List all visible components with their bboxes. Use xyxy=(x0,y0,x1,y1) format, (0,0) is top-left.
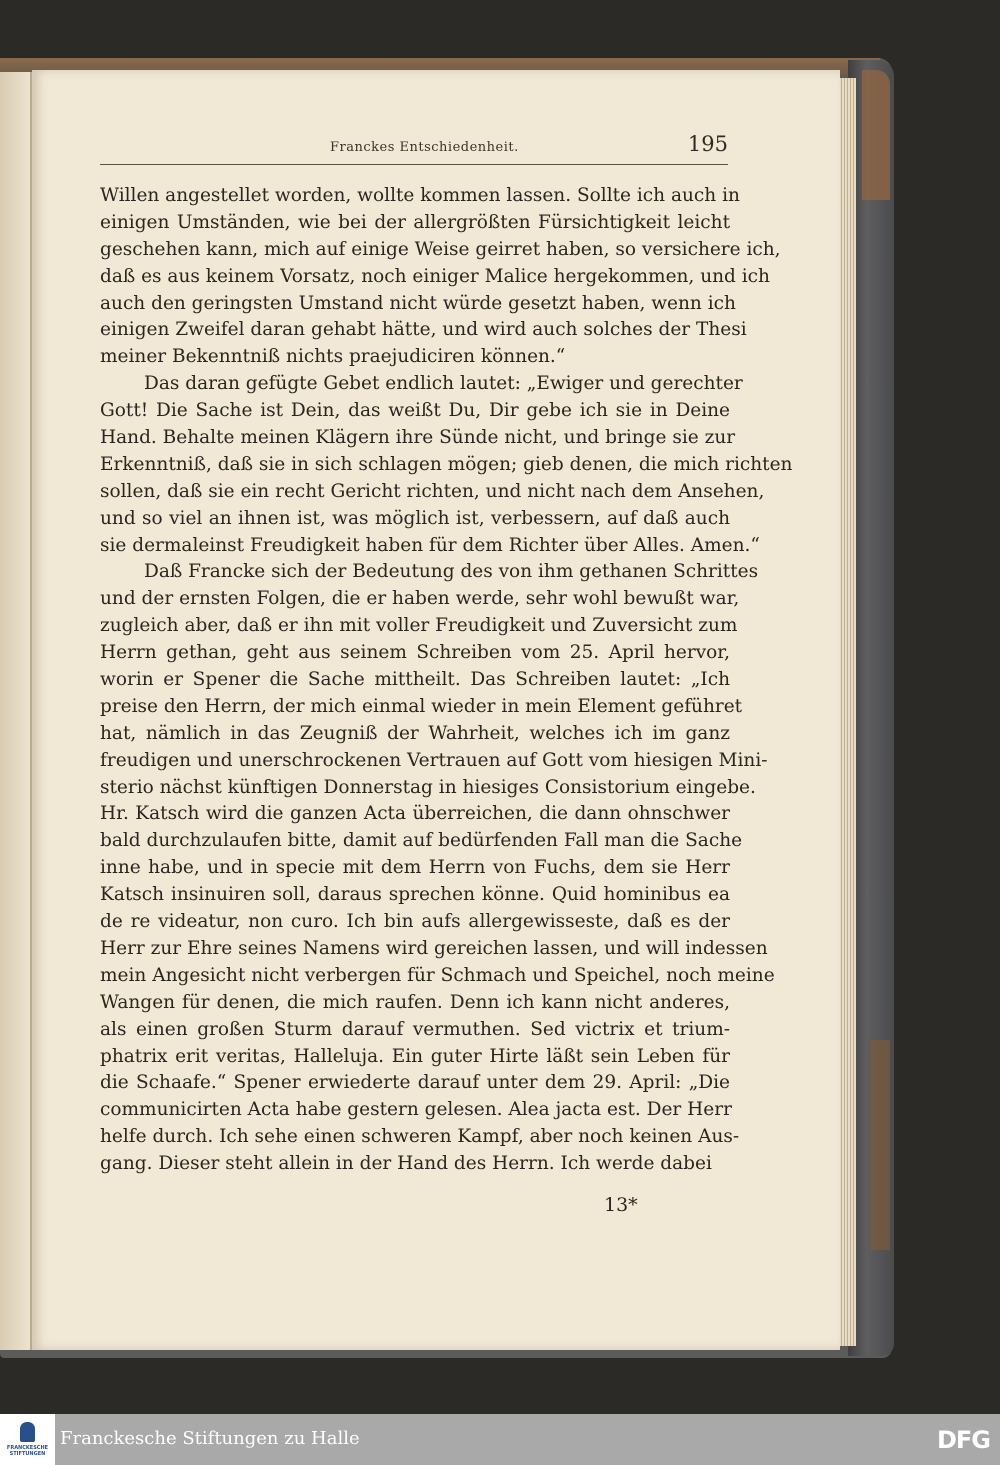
page-header xyxy=(100,132,728,165)
cover-wear-mark xyxy=(870,1040,890,1250)
text-line: helfe durch. Ich sehe einen schweren Kampf, aber noch keinen Aus- xyxy=(100,1126,740,1148)
institution-name: Franckesche Stiftungen zu Halle xyxy=(60,1428,360,1449)
institution-logo xyxy=(0,1414,55,1465)
text-line: Hand. Behalte meinen Klägern ihre Sünde nicht, und bringe sie zur xyxy=(100,427,736,449)
text-line: freudigen und unerschrockenen Vertrauen auf Gott vom hiesigen Mini- xyxy=(100,749,768,771)
logo-emblem-icon xyxy=(20,1422,35,1442)
text-line: Herrn gethan, geht aus seinem Schreiben vom 25. April hervor, xyxy=(100,642,730,664)
text-line: als einen großen Sturm darauf vermuthen. Sed victrix et trium- xyxy=(100,1018,730,1040)
logo-caption: FRANCKESCHE STIFTUNGEN xyxy=(6,1445,49,1457)
text-line: meiner Bekenntniß nichts praejudiciren können.“ xyxy=(100,346,566,368)
text-line: Katsch insinuiren soll, daraus sprechen könne. Quid hominibus ea xyxy=(100,884,730,906)
text-line: einigen Zweifel daran gehabt hätte, und wird auch solches der Thesi xyxy=(100,319,747,341)
text-line: sollen, daß sie ein recht Gericht richten, und nicht nach dem Ansehen, xyxy=(100,480,765,502)
text-line: sie dermaleinst Freudigkeit haben für dem Richter über Alles. Amen.“ xyxy=(100,534,760,556)
text-line: communicirten Acta habe gestern gelesen. Alea jacta est. Der Herr xyxy=(100,1099,732,1121)
text-line: Herr zur Ehre seines Namens wird gereichen lassen, und will indessen xyxy=(100,937,768,959)
cover-wear-mark xyxy=(862,70,890,200)
signature-mark: 13* xyxy=(604,1194,638,1216)
text-line: zugleich aber, daß er ihn mit voller Freudigkeit und Zuversicht zum xyxy=(100,615,738,637)
text-line: inne habe, und in specie mit dem Herrn von Fuchs, dem sie Herr xyxy=(100,857,730,879)
text-line: Daß Francke sich der Bedeutung des von ihm gethanen Schrittes xyxy=(144,561,759,583)
text-line: auch den geringsten Umstand nicht würde gesetzt haben, wenn ich xyxy=(100,292,736,314)
text-line: einigen Umständen, wie bei der allergrößten Fürsichtigkeit leicht xyxy=(100,211,730,233)
text-line: Das daran gefügte Gebet endlich lautet: „Ewiger und gerechter xyxy=(144,373,743,395)
text-line: gang. Dieser steht allein in der Hand des Herrn. Ich werde dabei xyxy=(100,1153,712,1175)
facing-page-edge xyxy=(0,72,32,1350)
text-line: mein Angesicht nicht verbergen für Schmach und Speichel, noch meine xyxy=(100,964,775,986)
text-line: und so viel an ihnen ist, was möglich ist, verbessern, auf daß auch xyxy=(100,507,730,529)
text-line: Hr. Katsch wird die ganzen Acta überreichen, die dann ohnschwer xyxy=(100,803,730,825)
dfg-logo: DFG xyxy=(936,1426,990,1454)
text-line: und der ernsten Folgen, die er haben werde, sehr wohl bewußt war, xyxy=(100,588,740,610)
text-line: Gott! Die Sache ist Dein, das weißt Du, Dir gebe ich sie in Deine xyxy=(100,400,730,422)
text-line: die Schaafe.“ Spener erwiederte darauf unter dem 29. April: „Die xyxy=(100,1072,730,1094)
body-text xyxy=(100,183,793,1178)
text-line: preise den Herrn, der mich einmal wieder in mein Element geführet xyxy=(100,695,743,717)
text-line: Wangen für denen, die mich raufen. Denn ich kann nicht anderes, xyxy=(100,991,730,1013)
text-line: sterio nächst künftigen Donnerstag in hiesiges Consistorium eingebe. xyxy=(100,776,756,798)
text-line: hat, nämlich in das Zeugniß der Wahrheit, welches ich im ganz xyxy=(100,722,730,744)
text-line: phatrix erit veritas, Halleluja. Ein guter Hirte läßt sein Leben für xyxy=(100,1045,730,1067)
text-line: geschehen kann, mich auf einige Weise geirret haben, so versichere ich, xyxy=(100,238,781,260)
viewer-footer xyxy=(0,1414,1000,1465)
running-head: Franckes Entschiedenheit. xyxy=(330,140,519,155)
text-line: Willen angestellet worden, wollte kommen lassen. Sollte ich auch in xyxy=(100,185,740,206)
text-line: worin er Spener die Sache mittheilt. Das Schreiben lautet: „Ich xyxy=(100,669,730,691)
text-line: Erkenntniß, daß sie in sich schlagen mögen; gieb denen, die mich richten xyxy=(100,453,793,475)
page-number: 195 xyxy=(687,132,728,156)
text-line: de re videatur, non curo. Ich bin aufs allergewisseste, daß es der xyxy=(100,911,730,933)
text-line: bald durchzulaufen bitte, damit auf bedürfenden Fall man die Sache xyxy=(100,830,743,852)
text-line: daß es aus keinem Vorsatz, noch einiger Malice hergekommen, und ich xyxy=(100,265,770,287)
